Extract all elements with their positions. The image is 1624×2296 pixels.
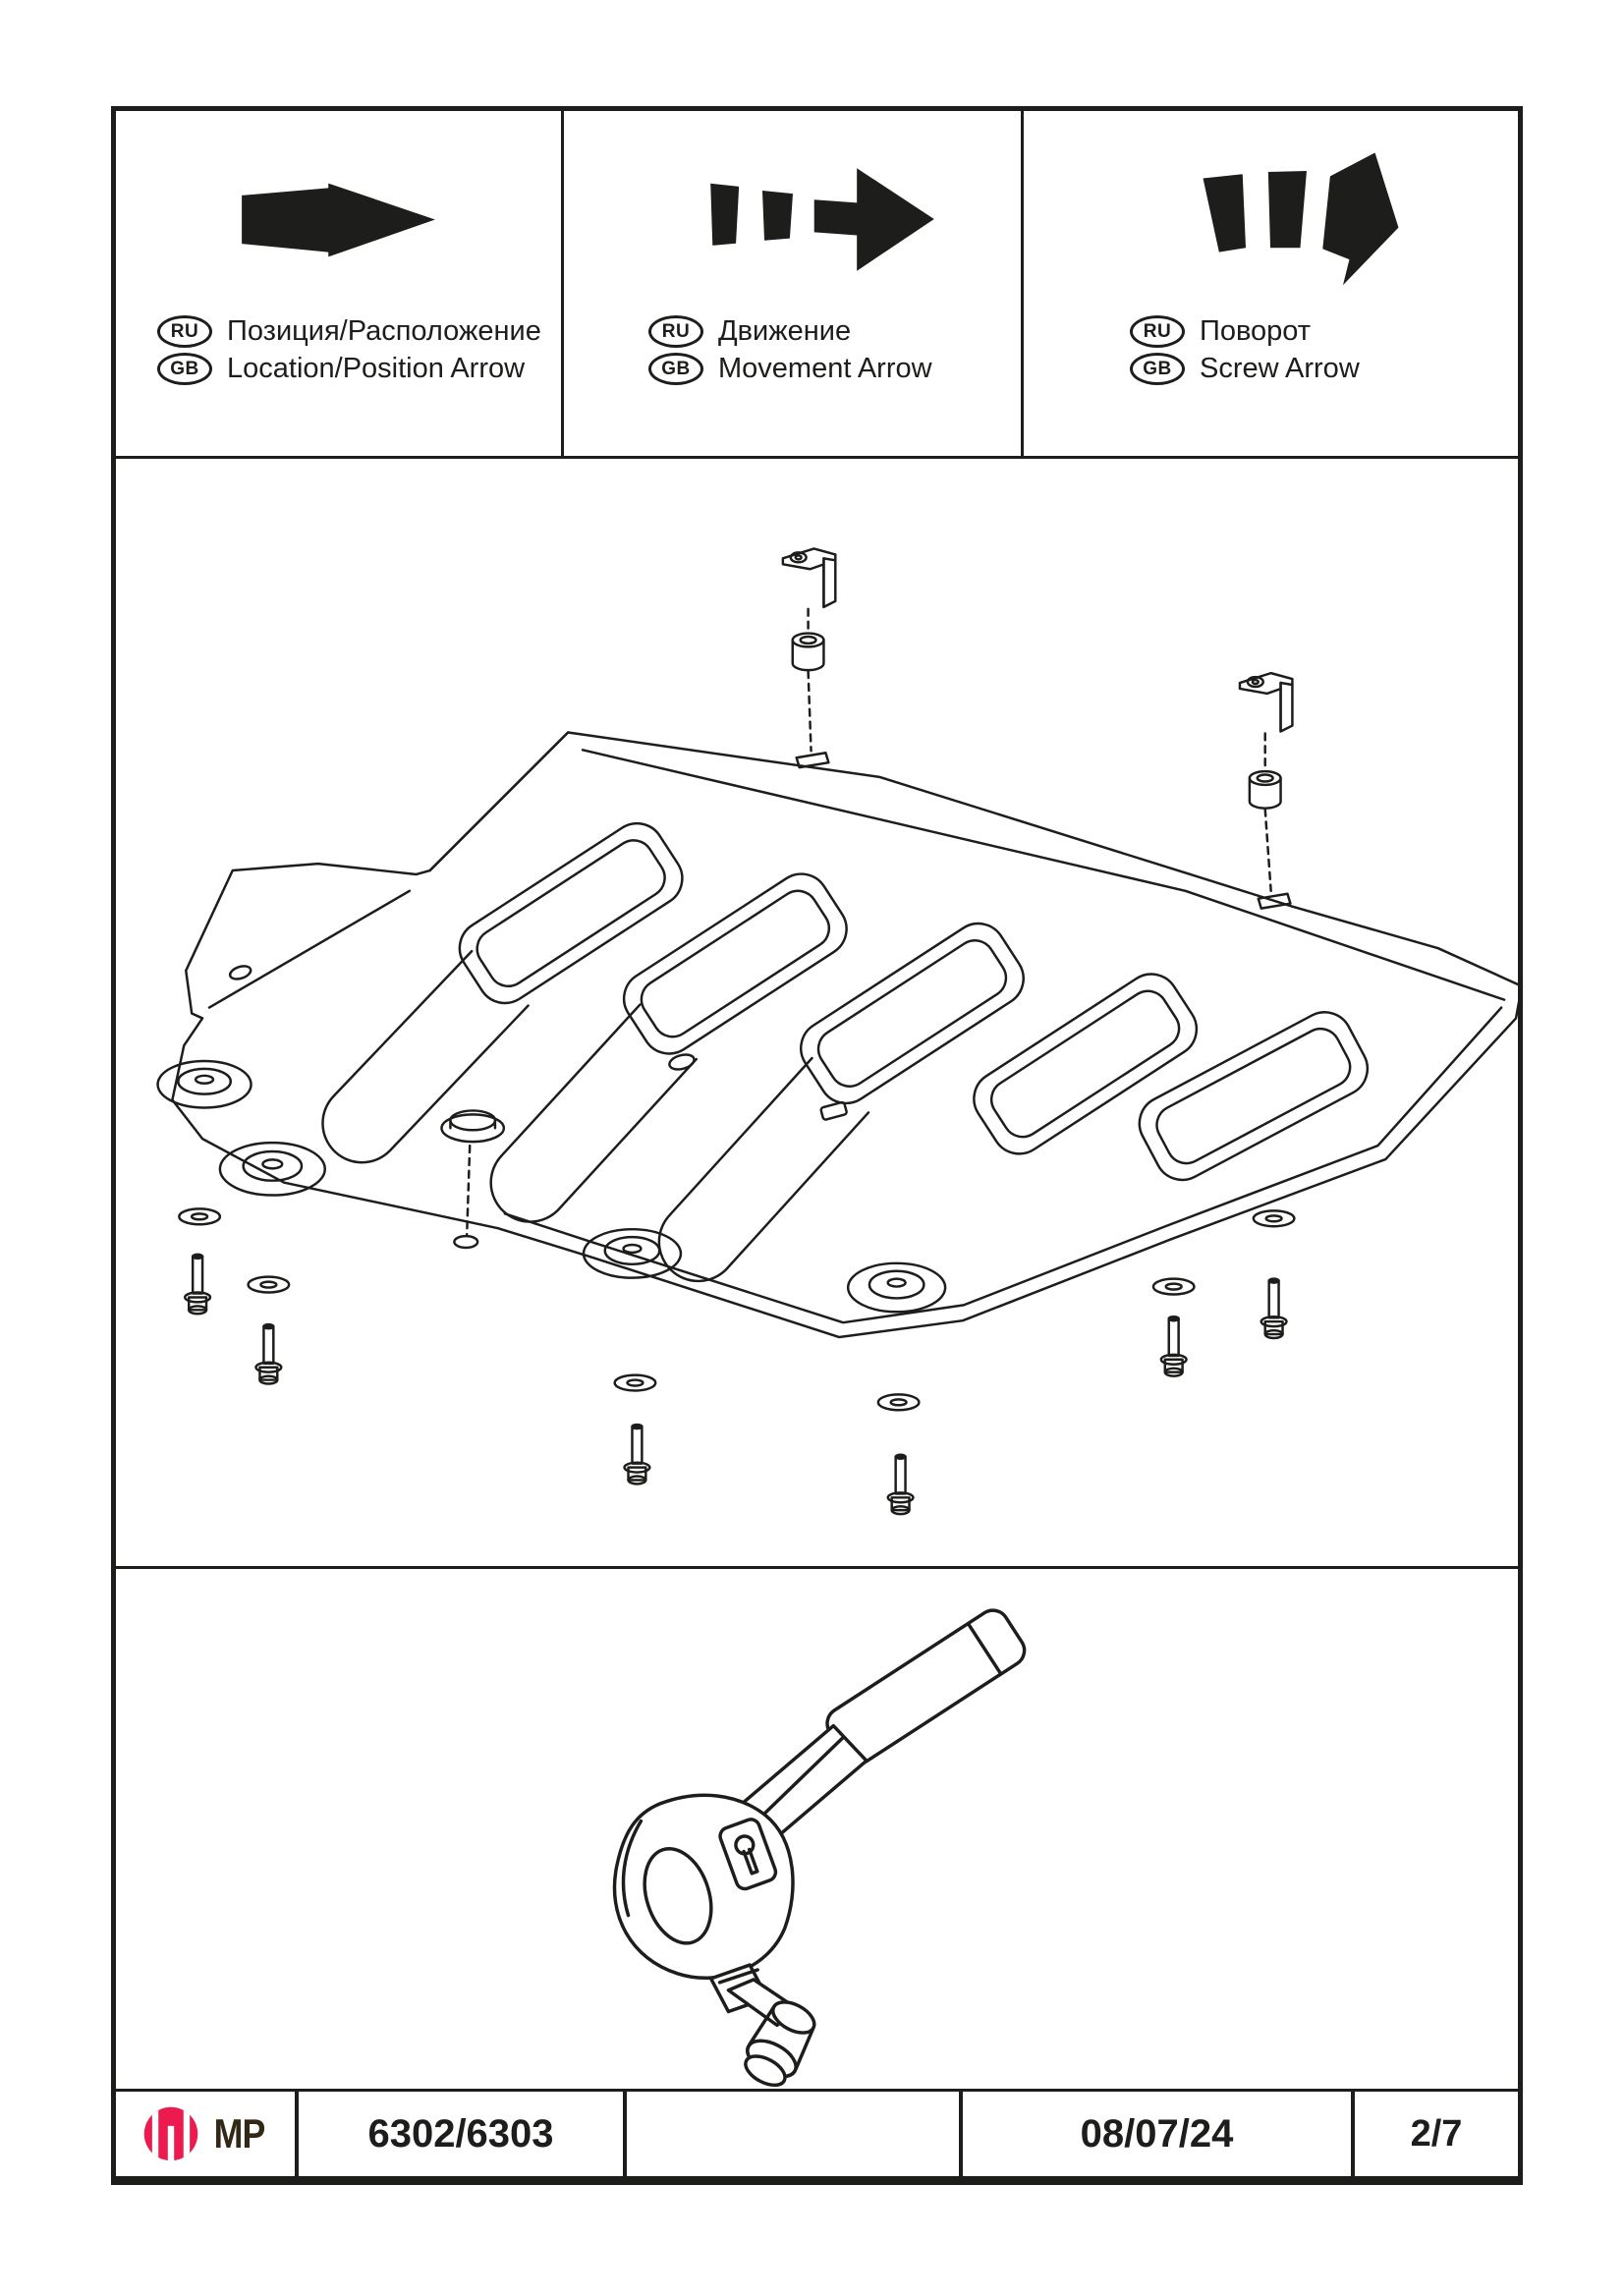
bushing-a (793, 634, 824, 671)
gb-badge: GB (1130, 353, 1185, 385)
ratchet-wrench-illustration (116, 1569, 1518, 2092)
title-block-footer (116, 2092, 1518, 2176)
legend-labels (1130, 315, 1518, 385)
empty-cell (627, 2092, 963, 2176)
skid-plate-exploded-view (116, 459, 1518, 1569)
legend-en-label: Movement Arrow (718, 353, 932, 384)
legend-panel-position (116, 111, 564, 456)
legend-panel-screw (1024, 111, 1518, 456)
clamp-bracket-b (1240, 673, 1292, 731)
legend-labels (157, 315, 561, 385)
legend-panel-movement (564, 111, 1024, 456)
legend-labels (648, 315, 1021, 385)
ru-badge: RU (1130, 315, 1185, 348)
brand-cell (116, 2092, 299, 2176)
position-arrow-icon (116, 146, 561, 294)
screw-arrow-icon (1024, 146, 1518, 294)
mp-logo-icon (142, 2105, 199, 2162)
sheet-frame (111, 106, 1523, 2185)
gb-badge: GB (157, 353, 212, 385)
legend-en-label: Location/Position Arrow (227, 353, 526, 384)
movement-arrow-icon (564, 146, 1021, 294)
date-cell: 08/07/24 (963, 2092, 1355, 2176)
clamp-bracket-a (783, 548, 835, 606)
legend-ru-label: Поворот (1200, 315, 1312, 347)
bushing-b (1250, 771, 1281, 809)
ru-badge: RU (648, 315, 703, 348)
legend-ru-label: Позиция/Расположение (227, 315, 541, 347)
gb-badge: GB (648, 353, 703, 385)
page-indicator-cell: 2/7 (1410, 2112, 1463, 2155)
legend-ru-label: Движение (718, 315, 852, 347)
part-number-cell: 6302/6303 (299, 2092, 627, 2176)
brand-text: MP (213, 2110, 264, 2156)
ru-badge: RU (157, 315, 212, 348)
legend-en-label: Screw Arrow (1200, 353, 1360, 384)
arrow-legend-row (116, 111, 1518, 459)
